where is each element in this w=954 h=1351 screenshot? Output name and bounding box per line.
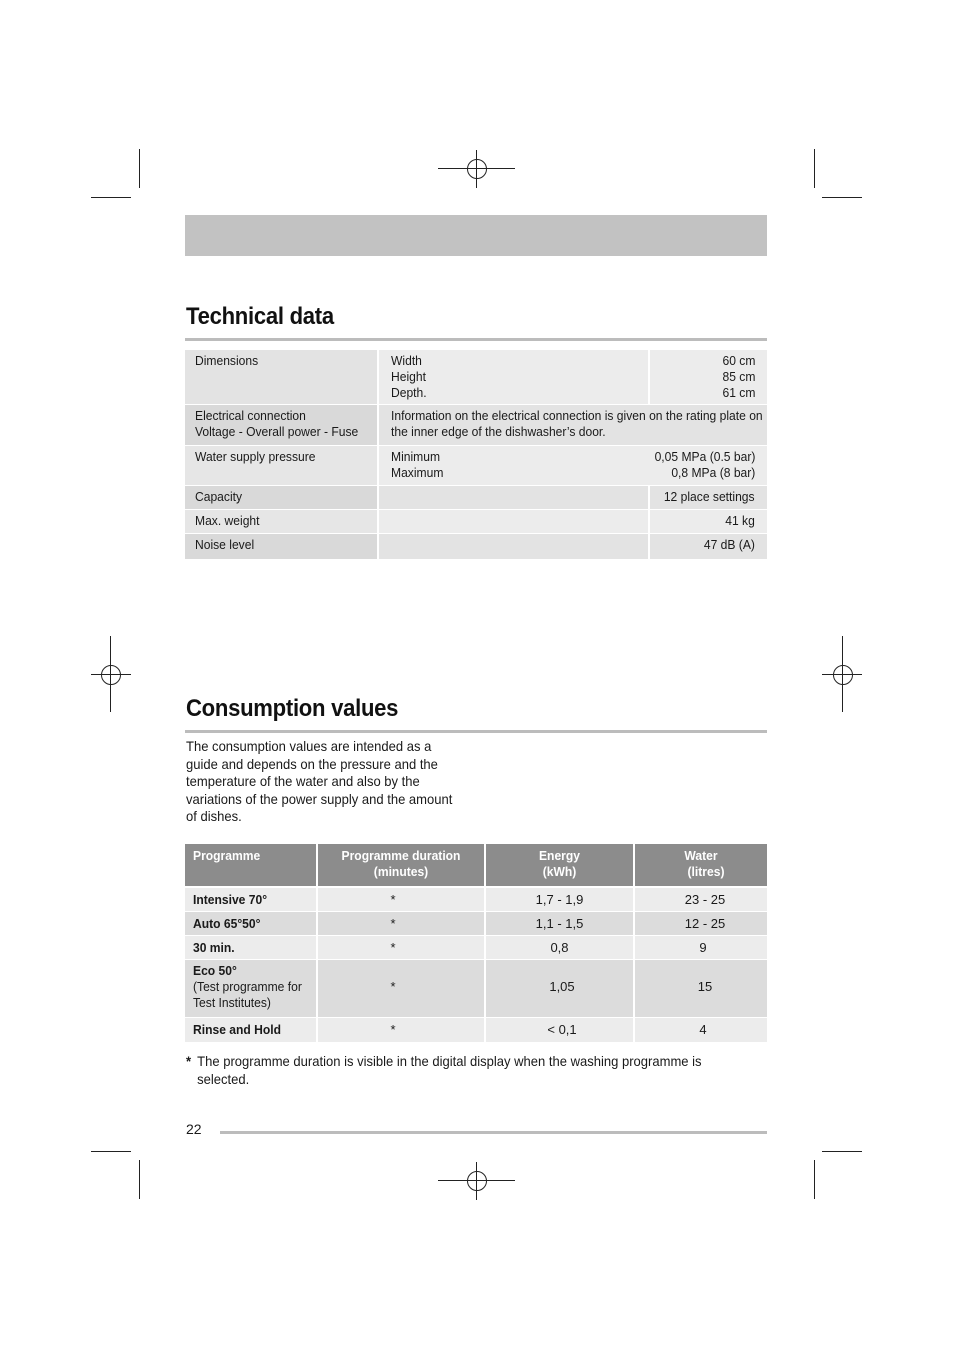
intro-line: variations of the power supply and the amount [186,790,453,807]
header-programme: Programme [193,848,261,863]
programme-name: Rinse and Hold [193,1022,282,1037]
header-duration-unit: (minutes) [373,864,429,879]
intro-line: temperature of the water and also by the [186,773,420,790]
header-band [185,215,767,256]
energy-cell: < 0,1 [547,1022,577,1037]
row-detail: Minimum [391,449,441,464]
footnote [186,1052,707,1088]
energy-cell: 1,05 [549,979,575,994]
header-water: Water [684,848,718,863]
duration-cell: * [390,916,396,931]
row-value: 41 kg [725,513,755,528]
energy-cell: 1,1 - 1,5 [535,916,584,931]
footnote-line: The programme duration is visible in the digital display when the washing programme is [197,1053,702,1069]
header-energy: Energy [538,848,580,863]
water-cell: 15 [697,979,713,994]
row-value: 85 cm [722,369,755,384]
intro-line: of dishes. [186,808,242,825]
header-energy-unit: (kWh) [542,864,577,879]
row-detail: the inner edge of the dishwasher’s door. [391,424,606,439]
duration-cell: * [390,892,396,907]
row-label: Voltage - Overall power - Fuse [195,424,359,439]
footer-rule [220,1131,767,1134]
row-label: Electrical connection [195,408,306,423]
water-cell: 23 - 25 [684,892,726,907]
row-value: 0,05 MPa (0.5 bar) [654,449,755,464]
intro-line: guide and depends on the pressure and the [186,755,438,772]
technical-data-title: Technical data [186,303,334,330]
row-detail: Depth. [391,385,427,400]
water-cell: 12 - 25 [684,916,726,931]
water-cell: 4 [699,1022,707,1037]
programme-note: (Test programme for [193,979,302,994]
duration-cell: * [390,940,396,955]
duration-cell: * [390,1022,396,1037]
programme-name: Intensive 70° [193,892,268,907]
row-detail: Width [391,353,422,368]
row-detail: Maximum [391,465,444,480]
row-value: 0,8 MPa (8 bar) [670,465,755,480]
row-label: Max. weight [195,513,260,528]
consumption-values-title: Consumption values [186,695,399,722]
row-value: 60 cm [722,353,755,368]
programme-note: Test Institutes) [193,995,271,1010]
programme-name: Eco 50° [193,963,237,978]
row-detail: Information on the electrical connection is given on the rating plate on [391,408,763,423]
header-water-unit: (litres) [687,864,725,879]
footnote-line: selected. [197,1071,250,1087]
row-label: Capacity [195,489,243,504]
energy-cell: 1,7 - 1,9 [535,892,584,907]
programme-name: Auto 65°50° [193,916,261,931]
header-duration: Programme duration [341,848,461,863]
title-rule [185,730,767,733]
programme-name: 30 min. [193,940,235,955]
energy-cell: 0,8 [550,940,569,955]
water-cell: 9 [699,940,707,955]
intro-paragraph [186,738,465,826]
intro-line: The consumption values are intended as a [186,738,432,754]
row-label: Dimensions [195,353,259,368]
row-label: Noise level [195,537,255,552]
row-label: Water supply pressure [195,449,316,464]
row-value: 61 cm [722,385,755,400]
footnote-mark: * [186,1053,192,1069]
duration-cell: * [390,979,396,994]
page-number: 22 [186,1121,202,1137]
row-value: 12 place settings [664,489,755,504]
row-value: 47 dB (A) [703,537,755,552]
row-detail: Height [391,369,426,384]
title-rule [185,338,767,341]
